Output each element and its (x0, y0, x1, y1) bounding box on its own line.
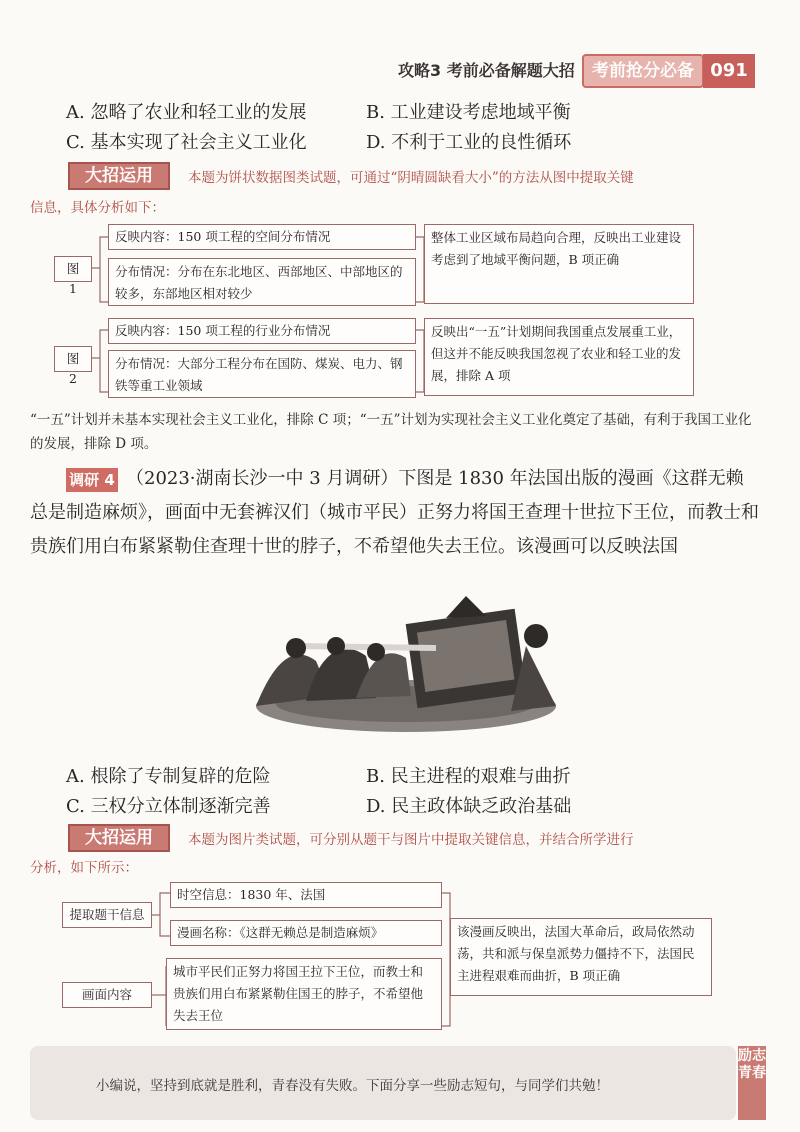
q4-option-c: C. 三权分立体制逐渐完善 (66, 796, 271, 817)
motivation-banner (30, 1046, 736, 1120)
q4-option-b: B. 民主进程的艰难与曲折 (366, 766, 571, 787)
q3-option-c: C. 基本实现了社会主义工业化 (66, 132, 307, 153)
q4-option-a: A. 根除了专制复辟的危险 (66, 766, 271, 787)
research-label: 调研 4 (66, 468, 118, 492)
q3-note: “一五”计划并未基本实现社会主义工业化，排除 C 项；“一五”计划为实现社会主义工业化奠定了基础，有利于我国工业化的发展，排除 D 项。 (30, 412, 752, 452)
q3-option-a: A. 忽略了农业和轻工业的发展 (66, 102, 307, 123)
time-place-box: 时空信息：1830 年、法国 (170, 882, 442, 908)
method-tag-2: 大招运用 (68, 824, 170, 852)
fig2-conclusion-box: 反映出“一五”计划期间我国重点发展重工业，但这并不能反映我国忽视了农业和轻工业的发展，排除 A 项 (424, 318, 694, 396)
page-number: 091 (703, 54, 755, 88)
q3-option-d: D. 不利于工业的良性循环 (366, 132, 572, 153)
fig2-label: 图 2 (54, 346, 92, 372)
fig2-distribution-box: 分布情况：大部分工程分布在国防、煤炭、电力、钢铁等重工业领域 (108, 350, 416, 398)
motivation-text: 小编说，坚持到底就是胜利，青春没有失败。下面分享一些励志短句，与同学们共勉！ (96, 1078, 609, 1094)
cartoon-name-box: 漫画名称：《这群无赖总是制造麻烦》 (170, 920, 442, 946)
q4-option-d: D. 民主政体缺乏政治基础 (366, 796, 572, 817)
picture-content-label: 画面内容 (62, 982, 152, 1008)
q3-option-b: B. 工业建设考虑地域平衡 (366, 102, 571, 123)
extract-info-label: 提取题干信息 (62, 902, 152, 928)
cartoon-illustration (236, 586, 566, 736)
picture-content-box: 城市平民们正努力将国王拉下王位，而教士和贵族们用白布紧紧勒住国王的脖子，不希望他失去王位 (166, 958, 442, 1030)
side-tab: 励志青春 (738, 1046, 766, 1120)
fig1-label: 图 1 (54, 256, 92, 282)
method-tag: 大招运用 (68, 162, 170, 190)
tip-text-cont: 信息，具体分析如下： (30, 200, 165, 216)
fig1-content-box: 反映内容：150 项工程的空间分布情况 (108, 224, 416, 250)
tip-text-2: 本题为图片类试题，可分别从题干与图片中提取关键信息，并结合所学进行 (188, 832, 634, 848)
q4-conclusion-box: 该漫画反映出，法国大革命后，政局依然动荡，共和派与保皇派势力僵持不下，法国民主进程艰难而曲折，B 项正确 (450, 918, 712, 996)
fig2-content-box: 反映内容：150 项工程的行业分布情况 (108, 318, 416, 344)
tip-text-2-cont: 分析，如下所示： (30, 860, 138, 876)
fig1-conclusion-box: 整体工业区域布局趋向合理，反映出工业建设考虑到了地域平衡问题，B 项正确 (424, 224, 694, 304)
fig1-distribution-box: 分布情况：分布在东北地区、西部地区、中部地区的较多，东部地区相对较少 (108, 258, 416, 306)
tip-text: 本题为饼状数据图类试题，可通过“阴晴圆缺看大小”的方法从图中提取关键 (188, 170, 634, 186)
section-badge: 考前抢分必备 (582, 54, 704, 88)
chapter-title: 攻略3 考前必备解题大招 (398, 61, 575, 80)
q4-stem: （2023·湖南长沙一中 3 月调研）下图是 1830 年法国出版的漫画《这群无赖总是制造麻烦》，画面中无套裤汉们（城市平民）正努力将国王查理十世拉下王位，而教士和贵族们用白布紧紧勒住查理十世的脖子，不希望他失去王位。该漫画可以反映法国 (30, 468, 759, 557)
